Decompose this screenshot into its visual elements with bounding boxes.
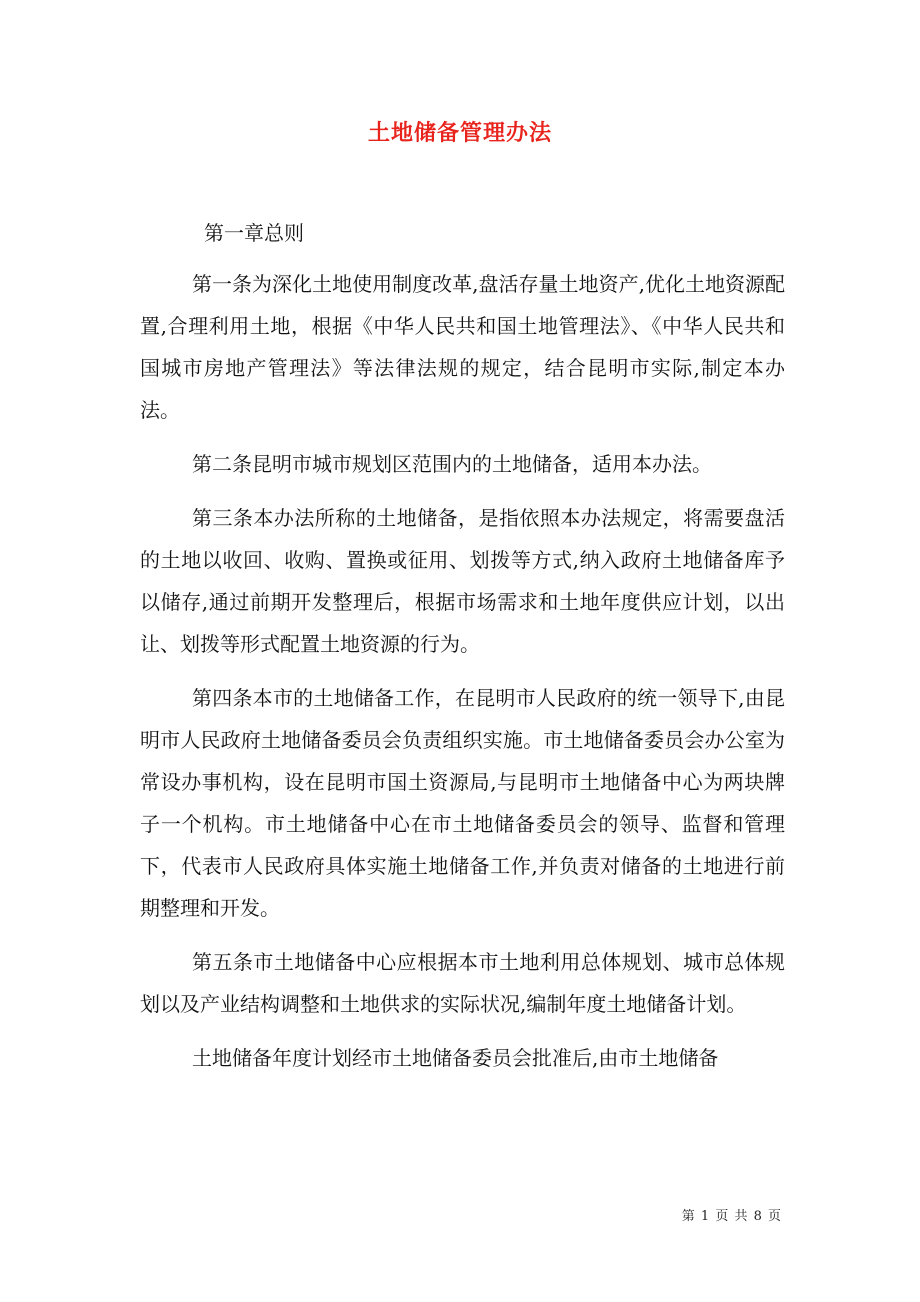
document-body (140, 212, 785, 1091)
paragraph-article-3: 第三条本办法所称的土地储备，是指依照本办法规定，将需要盘活的土地以收回、收购、置换或征用、划拨等方式,纳入政府土地储备库予以储存,通过前期开发整理后，根据市场需求和土地年度供应计划，以出让、划拨等形式配置土地资源的行为。 (140, 506, 785, 656)
chapter-heading: 第一章总则 (204, 221, 304, 245)
paragraph-article-1: 第一条为深化土地使用制度改革,盘活存量土地资产,优化土地资源配置,合理利用土地，根据《中华人民共和国土地管理法》、《中华人民共和国城市房地产管理法》等法律法规的规定，结合昆明市实际,制定本办法。 (140, 272, 785, 422)
document-title: 土地储备管理办法 (367, 120, 552, 146)
paragraph-article-4: 第四条本市的土地储备工作，在昆明市人民政府的统一领导下,由昆明市人民政府土地储备委员会负责组织实施。市土地储备委员会办公室为常设办事机构，设在昆明市国土资源局,与昆明市土地储备中心为两块牌子一个机构。市土地储备中心在市土地储备委员会的领导、监督和管理下，代表市人民政府具体实施土地储备工作,并负责对储备的土地进行前期整理和开发。 (140, 686, 785, 920)
paragraph-continuation: 土地储备年度计划经市土地储备委员会批准后,由市土地储备 (192, 1046, 719, 1070)
paragraph-article-2: 第二条昆明市城市规划区范围内的土地储备，适用本办法。 (192, 452, 712, 476)
page-number-footer: 第 1 页 共 8 页 (681, 1209, 782, 1224)
paragraph-article-5: 第五条市土地储备中心应根据本市土地利用总体规划、城市总体规划以及产业结构调整和土地供求的实际状况,编制年度土地储备计划。 (140, 950, 785, 1016)
